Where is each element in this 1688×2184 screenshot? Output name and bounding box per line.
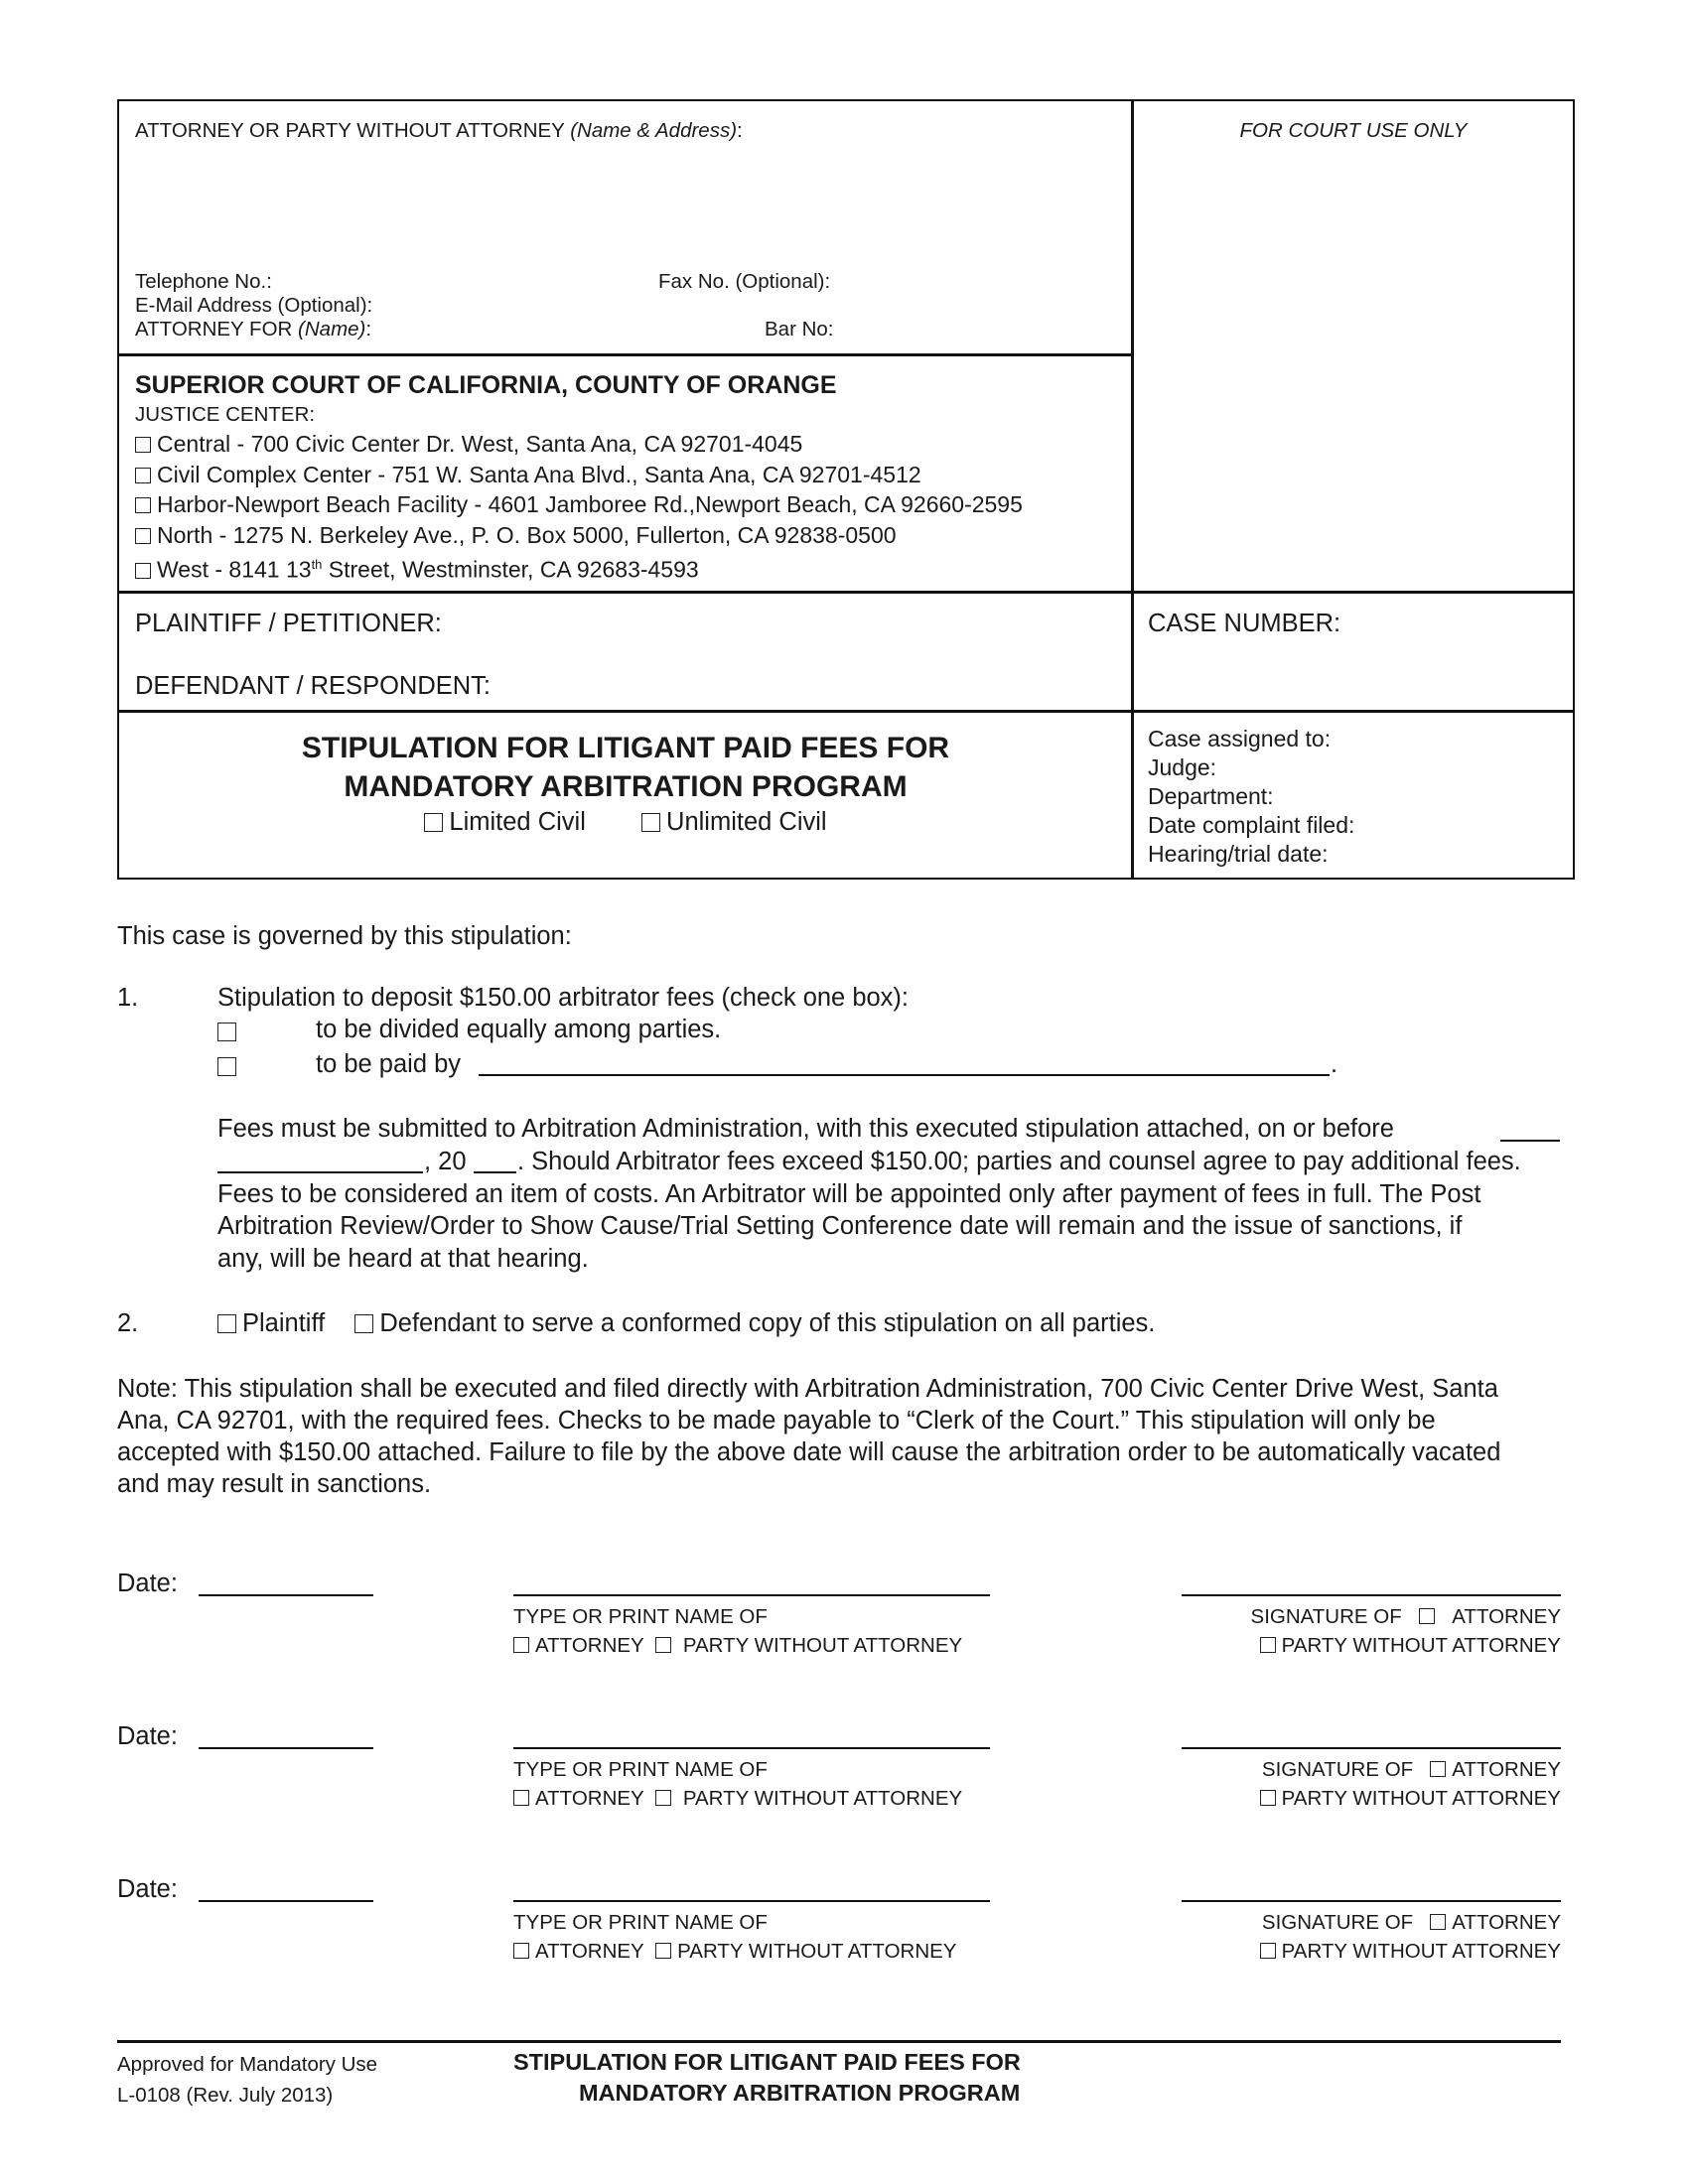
signature-field[interactable]: [1182, 1747, 1561, 1749]
footer-rule: [117, 2040, 1561, 2043]
option-paid-by[interactable]: [217, 1050, 242, 1082]
bar-no-label: Bar No:: [765, 318, 834, 341]
signature-caption: [1182, 1908, 1561, 1966]
center-north[interactable]: [135, 520, 1023, 551]
deadline-field-1[interactable]: [1500, 1140, 1560, 1142]
divided-label: to be divided equally among parties.: [316, 1016, 722, 1043]
sig-attorney-label: ATTORNEY: [1452, 1758, 1561, 1781]
signature-of-label: SIGNATURE OF: [1261, 1911, 1414, 1934]
sig-party-label: PARTY WITHOUT ATTORNEY: [1281, 1940, 1561, 1963]
sig-attorney-checkbox[interactable]: [1419, 1608, 1435, 1624]
note-line-1: Note: This stipulation shall be executed and filed directly with Arbitration Administration, 700 Civic Center Drive West, Santa: [117, 1375, 1498, 1403]
sig-attorney-option[interactable]: [1430, 1911, 1561, 1934]
center-harbor[interactable]: [135, 489, 1023, 520]
case-number-label: CASE NUMBER:: [1148, 610, 1341, 637]
west-checkbox[interactable]: [135, 563, 151, 579]
sig-party-option[interactable]: [1260, 1634, 1561, 1657]
print-party-checkbox[interactable]: [655, 1943, 671, 1959]
print-attorney-checkbox[interactable]: [513, 1637, 529, 1653]
paid-by-period: .: [1331, 1050, 1338, 1078]
print-attorney-label: ATTORNEY: [535, 1634, 644, 1657]
fees-line-2: . Should Arbitrator fees exceed $150.00; parties and counsel agree to pay additional fees.: [517, 1148, 1521, 1175]
item-2-number: 2.: [117, 1309, 139, 1337]
justice-center-list: [135, 429, 1023, 585]
fax-label: Fax No. (Optional):: [658, 270, 831, 293]
fees-line-4: Arbitration Review/Order to Show Cause/Trial Setting Conference date will remain and the issue of sanctions, if: [217, 1212, 1463, 1240]
form-title-line-2: MANDATORY ARBITRATION PROGRAM: [344, 770, 908, 803]
print-party-label: PARTY WITHOUT ATTORNEY: [677, 1940, 957, 1963]
court-title: SUPERIOR COURT OF CALIFORNIA, COUNTY OF ORANGE: [135, 371, 837, 399]
type-print-label: TYPE OR PRINT NAME OF: [513, 1911, 768, 1934]
sig-party-checkbox[interactable]: [1260, 1637, 1276, 1653]
sig-party-label: PARTY WITHOUT ATTORNEY: [1281, 1634, 1561, 1657]
email-label: E-Mail Address (Optional):: [135, 294, 373, 317]
item-1-text: Stipulation to deposit $150.00 arbitrator fees (check one box):: [217, 984, 910, 1012]
print-party-option[interactable]: [655, 1634, 962, 1657]
divided-checkbox[interactable]: [217, 1023, 236, 1041]
print-party-option[interactable]: [655, 1787, 962, 1810]
sig-attorney-label: ATTORNEY: [1452, 1605, 1561, 1628]
form-number: L-0108 (Rev. July 2013): [117, 2084, 334, 2107]
civil-complex-checkbox[interactable]: [135, 468, 151, 483]
judge-label: Judge:: [1148, 754, 1217, 780]
print-party-checkbox[interactable]: [655, 1637, 671, 1653]
plaintiff-label: PLAINTIFF / PETITIONER:: [135, 610, 442, 637]
signature-of-label: SIGNATURE OF: [1250, 1605, 1402, 1628]
date-field[interactable]: [199, 1900, 373, 1902]
date-label: Date:: [117, 1570, 178, 1597]
case-assigned-label: Case assigned to:: [1148, 726, 1332, 751]
defendant-serve-option[interactable]: [354, 1309, 1155, 1337]
plaintiff-serve-option[interactable]: [217, 1309, 325, 1337]
type-print-label: TYPE OR PRINT NAME OF: [513, 1758, 768, 1781]
signature-of-label: SIGNATURE OF: [1261, 1758, 1414, 1781]
option-divided[interactable]: [217, 1016, 242, 1047]
sig-party-option[interactable]: [1260, 1940, 1561, 1963]
hearing-trial-date-label: Hearing/trial date:: [1148, 841, 1329, 867]
attorney-court-divider: [119, 353, 1132, 356]
item-2-text: [217, 1307, 1155, 1339]
note-line-4: and may result in sanctions.: [117, 1470, 432, 1498]
footer-title-line-1: STIPULATION FOR LITIGANT PAID FEES FOR: [513, 2049, 1021, 2075]
item-1-number: 1.: [117, 984, 139, 1012]
fees-line-3: Fees to be considered an item of costs. An Arbitrator will be appointed only after payment of fees in full. The Post: [217, 1180, 1481, 1208]
date-complaint-filed-label: Date complaint filed:: [1148, 812, 1355, 838]
type-print-label: TYPE OR PRINT NAME OF: [513, 1605, 768, 1628]
attorney-for-text: ATTORNEY FOR: [135, 318, 293, 341]
note-line-3: accepted with $150.00 attached. Failure to file by the above date will cause the arbitration order to be automatically vacated: [117, 1438, 1501, 1466]
unlimited-civil-label: Unlimited Civil: [666, 808, 827, 836]
justice-center-label: JUSTICE CENTER:: [135, 403, 316, 426]
note-block: [117, 1373, 1500, 1500]
signature-field[interactable]: [1182, 1900, 1561, 1902]
unlimited-civil-checkbox[interactable]: [641, 813, 660, 832]
harbor-text: Harbor-Newport Beach Facility - 4601 Jamboree Rd.,Newport Beach, CA 92660-2595: [157, 491, 1023, 517]
paid-by-checkbox[interactable]: [217, 1057, 236, 1076]
center-civil-complex[interactable]: [135, 460, 1023, 490]
print-attorney-option[interactable]: [513, 1787, 644, 1810]
print-party-label: PARTY WITHOUT ATTORNEY: [682, 1787, 963, 1810]
paid-by-label: to be paid by: [316, 1050, 462, 1078]
case-type-options: [119, 808, 1132, 837]
signature-field[interactable]: [1182, 1594, 1561, 1596]
print-name-caption: [513, 1755, 962, 1813]
intro-text: This case is governed by this stipulation:: [117, 922, 572, 950]
print-name-field[interactable]: [513, 1900, 990, 1902]
unlimited-civil-option[interactable]: [641, 808, 827, 836]
civil-complex-text: Civil Complex Center - 751 W. Santa Ana Blvd., Santa Ana, CA 92701-4512: [157, 461, 921, 487]
date-field[interactable]: [199, 1747, 373, 1749]
signature-caption: [1182, 1755, 1561, 1813]
defendant-serve-label: Defendant to serve a conformed copy of this stipulation on all parties.: [379, 1309, 1156, 1337]
west-text-pre: West - 8141 13: [157, 556, 312, 583]
note-line-2: Ana, CA 92701, with the required fees. Checks to be made payable to “Clerk of the Court.” This stipulation will only be: [117, 1407, 1436, 1434]
center-central[interactable]: [135, 429, 1023, 460]
sig-attorney-checkbox[interactable]: [1430, 1761, 1446, 1777]
case-assignment: [1148, 725, 1354, 869]
defendant-serve-checkbox[interactable]: [354, 1314, 373, 1333]
north-text: North - 1275 N. Berkeley Ave., P. O. Box 5000, Fullerton, CA 92838-0500: [157, 521, 897, 548]
parties-title-divider: [119, 710, 1575, 713]
central-checkbox[interactable]: [135, 437, 151, 453]
print-attorney-checkbox[interactable]: [513, 1943, 529, 1959]
deadline-date-field[interactable]: [217, 1171, 423, 1173]
print-name-caption: [513, 1908, 957, 1966]
print-attorney-checkbox[interactable]: [513, 1790, 529, 1806]
attorney-label-italic: (Name & Address): [570, 119, 738, 142]
fees-line-5: any, will be heard at that hearing.: [217, 1245, 589, 1273]
north-checkbox[interactable]: [135, 528, 151, 544]
limited-civil-label: Limited Civil: [449, 808, 586, 836]
department-label: Department:: [1148, 783, 1274, 809]
sig-party-checkbox[interactable]: [1260, 1943, 1276, 1959]
print-name-caption: [513, 1602, 962, 1660]
sig-party-label: PARTY WITHOUT ATTORNEY: [1281, 1787, 1561, 1810]
print-name-field[interactable]: [513, 1594, 990, 1596]
plaintiff-serve-label: Plaintiff: [242, 1309, 326, 1337]
print-party-label: PARTY WITHOUT ATTORNEY: [682, 1634, 963, 1657]
attorney-for-label: ATTORNEY FOR (Name):: [135, 318, 372, 341]
center-west[interactable]: [135, 550, 1023, 585]
date-label: Date:: [117, 1722, 178, 1750]
sig-attorney-option[interactable]: [1419, 1605, 1561, 1628]
court-parties-divider: [119, 591, 1575, 594]
print-party-option[interactable]: [655, 1940, 956, 1963]
attorney-for-italic: (Name): [298, 318, 366, 341]
central-text: Central - 700 Civic Center Dr. West, Santa Ana, CA 92701-4045: [157, 431, 803, 457]
footer-left: [117, 2049, 377, 2111]
print-name-field[interactable]: [513, 1747, 990, 1749]
print-attorney-option[interactable]: [513, 1634, 644, 1657]
fees-line-1: Fees must be submitted to Arbitration Administration, with this executed stipulation attached, on or before: [217, 1115, 1394, 1143]
paid-by-field[interactable]: [479, 1074, 1330, 1076]
limited-civil-option[interactable]: [424, 808, 585, 836]
sig-attorney-checkbox[interactable]: [1430, 1914, 1446, 1930]
approved-label: Approved for Mandatory Use: [117, 2053, 378, 2076]
print-attorney-option[interactable]: [513, 1940, 644, 1963]
sig-party-checkbox[interactable]: [1260, 1790, 1276, 1806]
caption-table: [117, 99, 1575, 880]
date-label: Date:: [117, 1875, 178, 1903]
west-superscript: th: [311, 557, 323, 572]
footer-title: [513, 2047, 1021, 2109]
year-field[interactable]: [474, 1171, 516, 1173]
year-prefix: , 20: [424, 1148, 467, 1175]
court-use-label: FOR COURT USE ONLY: [1239, 119, 1468, 142]
print-party-checkbox[interactable]: [655, 1790, 671, 1806]
limited-civil-checkbox[interactable]: [424, 813, 443, 832]
sig-party-option[interactable]: [1260, 1787, 1561, 1810]
form-title-line-1: STIPULATION FOR LITIGANT PAID FEES FOR: [301, 732, 950, 764]
sig-attorney-label: ATTORNEY: [1452, 1911, 1561, 1934]
telephone-label: Telephone No.:: [135, 270, 272, 293]
harbor-checkbox[interactable]: [135, 497, 151, 513]
signature-caption: [1182, 1602, 1561, 1660]
form-title: [119, 729, 1132, 806]
print-attorney-label: ATTORNEY: [535, 1940, 644, 1963]
attorney-block-label: ATTORNEY OR PARTY WITHOUT ATTORNEY (Name & Address):: [135, 119, 743, 142]
attorney-label: ATTORNEY OR PARTY WITHOUT ATTORNEY: [135, 119, 565, 142]
footer-title-line-2: MANDATORY ARBITRATION PROGRAM: [579, 2080, 1021, 2106]
date-field[interactable]: [199, 1594, 373, 1596]
print-attorney-label: ATTORNEY: [535, 1787, 644, 1810]
defendant-label: DEFENDANT / RESPONDENT:: [135, 672, 491, 700]
west-text-post: Street, Westminster, CA 92683-4593: [322, 556, 699, 583]
plaintiff-serve-checkbox[interactable]: [217, 1314, 236, 1333]
sig-attorney-option[interactable]: [1430, 1758, 1561, 1781]
